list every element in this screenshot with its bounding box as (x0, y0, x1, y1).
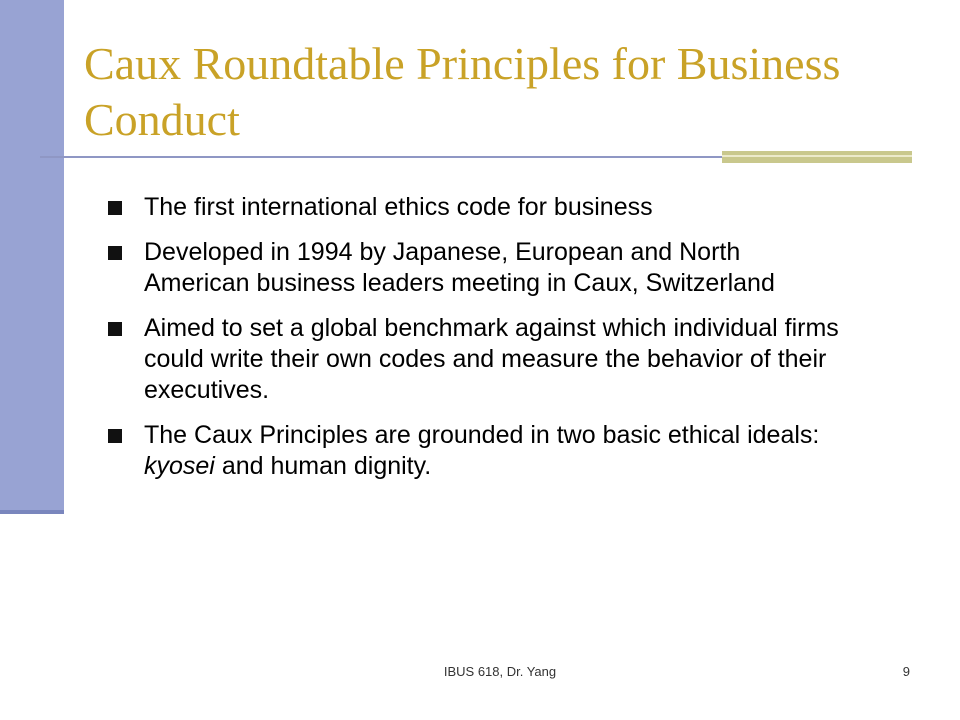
bullet-item (108, 420, 848, 482)
bullet-italic-term: kyosei (144, 452, 215, 480)
footer-text: IBUS 618, Dr. Yang (443, 664, 557, 679)
title-accent-bar (722, 151, 912, 163)
bullet-text: The first international ethics code for business (144, 193, 653, 221)
bullet-text: Aimed to set a global benchmark against which individual firms could write their own codes and measure the behavior of their executives. (144, 314, 839, 404)
square-bullet-icon (108, 429, 122, 443)
square-bullet-icon (108, 246, 122, 260)
bullet-text-before: The Caux Principles are grounded in two basic ethical ideals: (144, 421, 820, 449)
square-bullet-icon (108, 322, 122, 336)
bullet-item (108, 192, 848, 223)
bullet-text-after: and human dignity. (214, 452, 432, 480)
side-decoration-shadow (0, 510, 64, 514)
bullet-text: Developed in 1994 by Japanese, European and North American business leaders meeting in Caux, Switzerland (144, 238, 775, 297)
bullet-item (108, 313, 848, 406)
bullet-list (108, 192, 848, 496)
slide-title: Caux Roundtable Principles for Business Conduct (84, 38, 841, 145)
page-number: 9 (902, 664, 910, 679)
bullet-item (108, 237, 848, 299)
side-decoration-bar (0, 0, 64, 512)
square-bullet-icon (108, 201, 122, 215)
